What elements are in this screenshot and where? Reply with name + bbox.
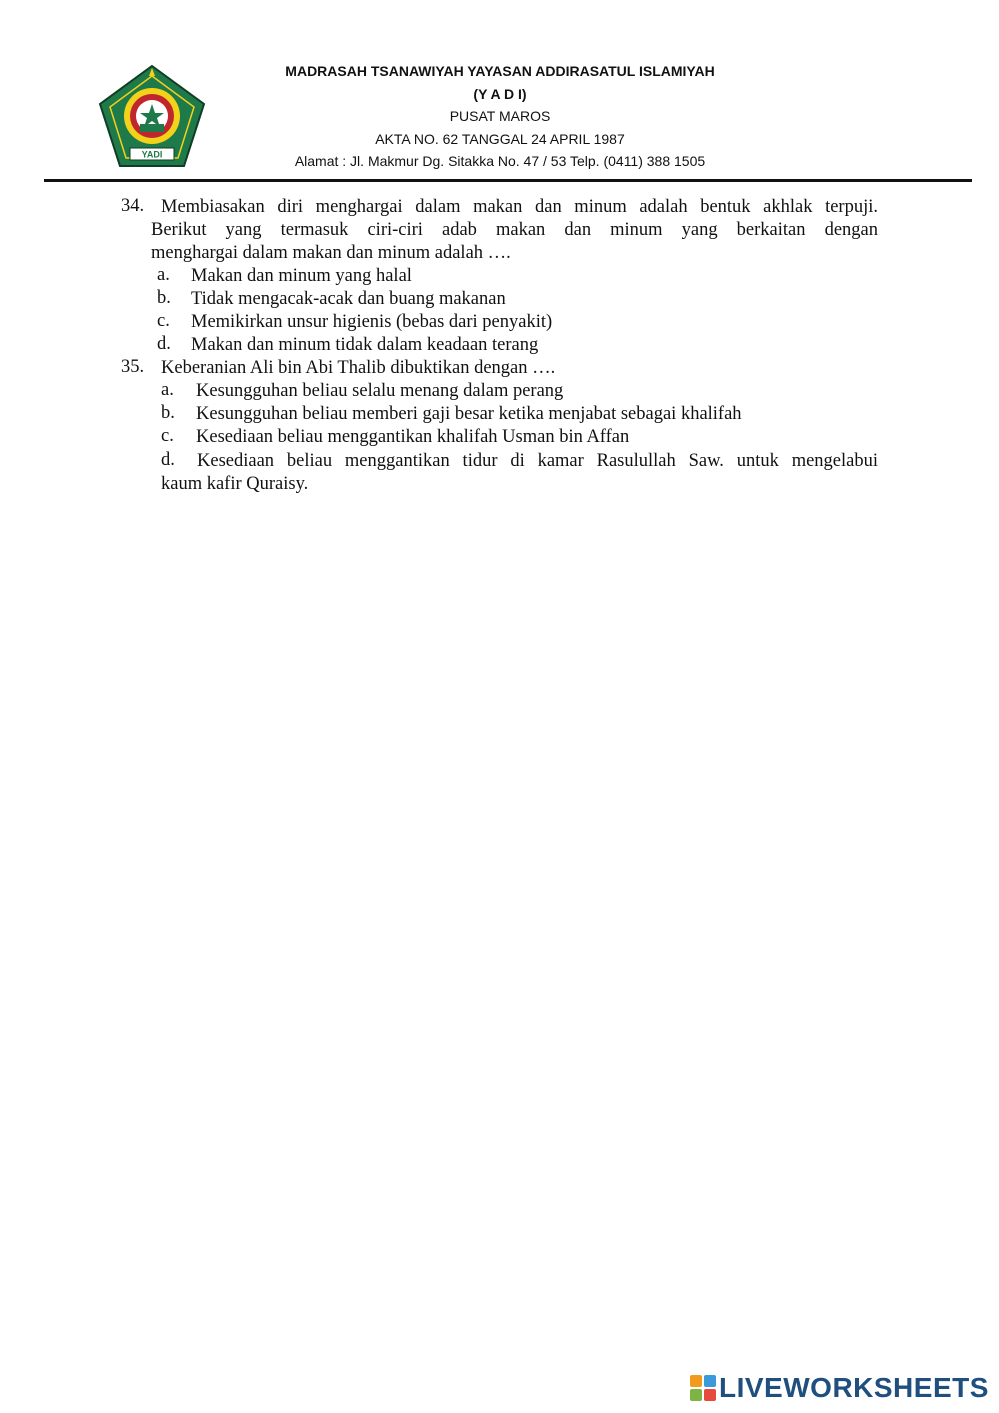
school-logo (98, 64, 206, 168)
question-text-line: menghargai dalam makan dan minum adalah …. (151, 243, 511, 263)
option-text: Makan dan minum yang halal (191, 266, 412, 286)
option-letter: a. (157, 265, 170, 285)
option-letter: d. (157, 334, 171, 354)
question-number: 35. (121, 357, 145, 377)
letterhead (200, 60, 800, 173)
liveworksheets-brand (690, 1372, 989, 1404)
option-letter: b. (157, 288, 171, 308)
logo-label: YADI (141, 149, 163, 160)
option-text: Kesediaan beliau menggantikan tidur di kamar Rasulullah Saw. untuk mengelabui (197, 451, 878, 471)
option-text: Makan dan minum tidak dalam keadaan terang (191, 335, 539, 355)
question-text-line: Keberanian Ali bin Abi Thalib dibuktikan dengan …. (161, 358, 556, 378)
option-letter: c. (157, 311, 170, 331)
option-text: Memikirkan unsur higienis (bebas dari penyakit) (191, 312, 553, 332)
option-letter: b. (161, 403, 175, 423)
liveworksheets-icon (690, 1375, 716, 1401)
brand-name: LIVEWORKSHEETS (719, 1372, 989, 1403)
option-text: Kesungguhan beliau memberi gaji besar ketika menjabat sebagai khalifah (196, 404, 742, 424)
option-letter: d. (161, 450, 175, 470)
school-location: PUSAT MAROS (449, 108, 551, 124)
question-number: 34. (121, 196, 145, 216)
school-address: Alamat : Jl. Makmur Dg. Sitakka No. 47 / 53 Telp. (0411) 388 1505 (294, 153, 706, 169)
school-abbrev: (Y A D I) (473, 85, 527, 102)
question-text-line: Berikut yang termasuk ciri-ciri adab makan dan minum yang berkaitan dengan (151, 220, 878, 240)
school-deed: AKTA NO. 62 TANGGAL 24 APRIL 1987 (375, 130, 625, 147)
option-letter: a. (161, 380, 174, 400)
option-text-continuation: kaum kafir Quraisy. (161, 474, 309, 494)
header-divider (44, 179, 972, 182)
option-text: Kesungguhan beliau selalu menang dalam perang (196, 381, 564, 401)
option-text: Kesediaan beliau menggantikan khalifah Usman bin Affan (196, 427, 630, 447)
option-letter: c. (161, 426, 174, 446)
option-text: Tidak mengacak-acak dan buang makanan (191, 289, 506, 309)
school-name: MADRASAH TSANAWIYAH YAYASAN ADDIRASATUL ISLAMIYAH (285, 63, 715, 79)
question-text-line: Membiasakan diri menghargai dalam makan dan minum adalah bentuk akhlak terpuji. (161, 197, 878, 217)
